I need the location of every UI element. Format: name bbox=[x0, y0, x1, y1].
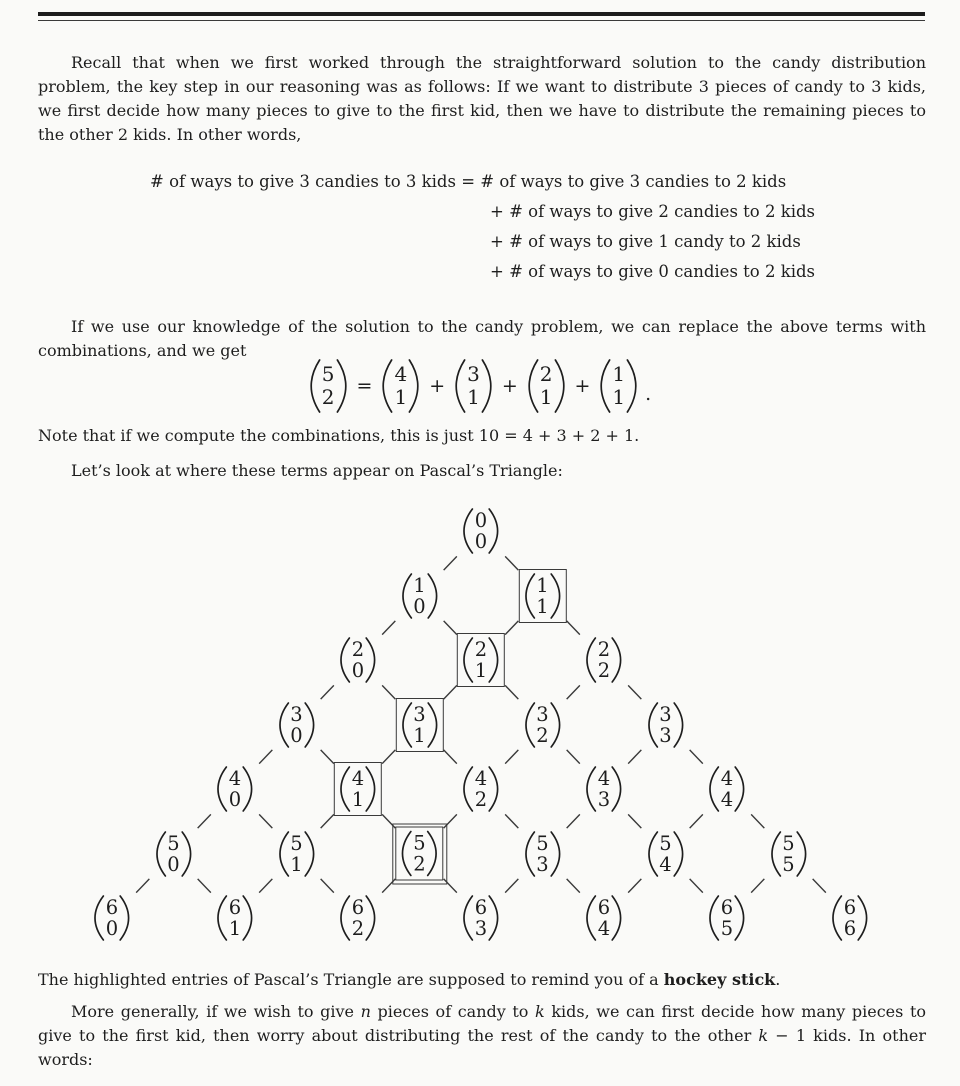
binomial-4-4 bbox=[708, 765, 746, 813]
connector-5-4-to-6-5 bbox=[690, 879, 703, 893]
triangle-entry-1-0 bbox=[400, 572, 438, 620]
connector-2-1-to-3-2 bbox=[505, 685, 518, 699]
triangle-entry-2-0 bbox=[339, 636, 377, 684]
binomial-numbers bbox=[474, 510, 488, 552]
binomial-bottom: 1 bbox=[539, 385, 553, 409]
binomial-numbers bbox=[474, 897, 488, 939]
connector-3-1-to-4-1 bbox=[382, 750, 395, 764]
triangle-entry-4-4 bbox=[708, 765, 746, 813]
binomial-bottom: 1 bbox=[536, 594, 549, 618]
binomial-numbers bbox=[351, 639, 365, 681]
binomial-bottom: 0 bbox=[167, 852, 180, 876]
hockey-text-bold: hockey stick bbox=[663, 970, 776, 989]
connector-4-4-to-5-5 bbox=[751, 814, 764, 828]
left-paren bbox=[585, 765, 597, 813]
binomial-numbers bbox=[289, 833, 303, 875]
binomial-bottom: 4 bbox=[720, 788, 734, 811]
connector-2-2-to-3-2 bbox=[567, 685, 580, 699]
connector-1-0-to-2-0 bbox=[382, 621, 395, 635]
binomial-top: 2 bbox=[597, 638, 611, 661]
right-paren bbox=[181, 830, 193, 878]
right-paren bbox=[611, 894, 623, 942]
triangle-entry-6-0 bbox=[93, 894, 131, 942]
right-paren bbox=[550, 830, 562, 878]
binomial-5-2 bbox=[400, 830, 438, 878]
triangle-entry-3-3 bbox=[646, 701, 684, 749]
binomial-2-2 bbox=[585, 636, 623, 684]
connector-3-0-to-4-1 bbox=[321, 750, 334, 764]
connector-2-1-to-3-1 bbox=[444, 685, 457, 699]
paragraph-text: kids, we can first decide how many pieces to give to the first kid, then worry about distributing the rest of the candy to the other bbox=[38, 1002, 927, 1045]
binomial-bottom: 1 bbox=[467, 385, 480, 409]
left-paren bbox=[216, 894, 228, 942]
connector-5-1-to-6-1 bbox=[259, 879, 272, 893]
binomial-top: 2 bbox=[351, 638, 365, 661]
binomial-bottom: 0 bbox=[290, 723, 303, 747]
binomial-numbers bbox=[658, 833, 672, 875]
paragraph-more-generally bbox=[38, 1000, 926, 1072]
left-paren bbox=[277, 830, 289, 878]
triangle-entry-1-1-highlighted bbox=[518, 569, 566, 623]
binomial-numbers bbox=[597, 768, 611, 810]
triangle-entry-6-6 bbox=[831, 894, 869, 942]
right-paren bbox=[304, 830, 316, 878]
equation-operator: = bbox=[356, 375, 373, 397]
paragraph-text: pieces of candy to bbox=[370, 1002, 536, 1021]
ways-equation-line3: + # of ways to give 1 candy to 2 kids bbox=[490, 232, 801, 251]
binomial-bottom: 2 bbox=[536, 723, 549, 747]
connector-3-3-to-4-4 bbox=[690, 750, 703, 764]
binomial-top: 4 bbox=[394, 362, 408, 386]
triangle-entry-4-1-highlighted bbox=[334, 762, 382, 816]
left-paren bbox=[154, 830, 166, 878]
connector-2-0-to-3-0 bbox=[321, 685, 334, 699]
binomial-numbers bbox=[597, 639, 611, 681]
right-paren bbox=[673, 830, 685, 878]
paragraph-recall: Recall that when we first worked through the straightforward solution to the candy distribution problem, the key step in our reasoning was as follows: If we want to distribute 3 pieces of candy to 3 kids, we first decide how many pieces to give to the first kid, then we have to distribute the remaining pieces to the other 2 kids. In other words, bbox=[38, 53, 926, 144]
triangle-entry-3-1-highlighted bbox=[395, 698, 443, 752]
binomial-3-3 bbox=[646, 701, 684, 749]
connector-2-0-to-3-1 bbox=[382, 685, 395, 699]
left-paren bbox=[646, 830, 658, 878]
triangle-entry-6-5 bbox=[708, 894, 746, 942]
right-paren bbox=[365, 636, 377, 684]
left-paren bbox=[462, 507, 474, 555]
connector-5-5-to-6-5 bbox=[751, 879, 764, 893]
binomial-3-1 bbox=[400, 701, 438, 749]
triangle-entry-5-4 bbox=[646, 830, 684, 878]
binomial-4-2 bbox=[462, 765, 500, 813]
binomial-top: 0 bbox=[474, 509, 488, 532]
right-paren bbox=[242, 894, 254, 942]
highlight-box bbox=[518, 569, 566, 623]
binomial-top: 5 bbox=[536, 831, 549, 855]
right-paren bbox=[611, 765, 623, 813]
binomial-bottom: 3 bbox=[597, 788, 611, 811]
hockey-text-after: . bbox=[775, 970, 781, 989]
right-paren bbox=[488, 894, 500, 942]
right-paren bbox=[550, 701, 562, 749]
binomial-bottom: 3 bbox=[474, 917, 488, 940]
binomial-numbers bbox=[412, 833, 426, 875]
highlight-double-box-inner bbox=[395, 827, 443, 881]
left-paren bbox=[646, 701, 658, 749]
left-paren bbox=[585, 894, 597, 942]
binomial-top: 1 bbox=[536, 573, 549, 597]
binomial-top: 1 bbox=[413, 573, 426, 597]
binomial-top: 5 bbox=[167, 831, 180, 855]
binomial-bottom: 5 bbox=[720, 917, 734, 940]
binomial-top: 6 bbox=[474, 896, 488, 919]
binomial-top: 3 bbox=[536, 702, 549, 726]
binomial-6-3 bbox=[462, 894, 500, 942]
binomial-bottom: 2 bbox=[413, 852, 426, 876]
right-paren bbox=[427, 572, 439, 620]
binomial-0-0 bbox=[462, 507, 500, 555]
connector-1-1-to-2-2 bbox=[567, 621, 580, 635]
binomial-bottom: 1 bbox=[474, 659, 488, 682]
binomial-4-3 bbox=[585, 765, 623, 813]
binomial-top: 3 bbox=[290, 702, 303, 726]
left-paren bbox=[339, 894, 351, 942]
binomial-numbers bbox=[843, 897, 857, 939]
connector-5-0-to-6-0 bbox=[136, 879, 149, 893]
binomial-top: 4 bbox=[228, 767, 242, 790]
right-paren bbox=[365, 765, 377, 813]
ways-equation-line4: + # of ways to give 0 candies to 2 kids bbox=[490, 262, 816, 281]
triangle-entry-5-2-highlighted bbox=[392, 823, 447, 884]
right-paren bbox=[550, 572, 562, 620]
left-paren bbox=[462, 894, 474, 942]
binomial-top: 3 bbox=[659, 702, 672, 726]
binomial-top: 6 bbox=[843, 896, 857, 919]
connector-5-3-to-6-3 bbox=[505, 879, 518, 893]
right-paren bbox=[673, 701, 685, 749]
left-paren bbox=[769, 830, 781, 878]
binomial-6-0 bbox=[93, 894, 131, 942]
lets-look-line: Let’s look at where these terms appear on Pascal’s Triangle: bbox=[71, 461, 563, 480]
paragraph-if-we-use: If we use our knowledge of the solution to the candy problem, we can replace the above terms with combinations, and we get bbox=[38, 317, 926, 360]
highlight-box bbox=[395, 698, 443, 752]
binomial-6-6 bbox=[831, 894, 869, 942]
binomial-bottom: 1 bbox=[290, 852, 303, 876]
binomial-numbers bbox=[228, 768, 242, 810]
right-paren bbox=[242, 765, 254, 813]
connector-3-0-to-4-0 bbox=[259, 750, 272, 764]
binomial-5-0 bbox=[154, 830, 192, 878]
triangle-entry-4-3 bbox=[585, 765, 623, 813]
connector-1-0-to-2-1 bbox=[444, 621, 457, 635]
connector-4-2-to-5-3 bbox=[505, 814, 518, 828]
binomial-bottom: 2 bbox=[474, 788, 488, 811]
binomial-bottom: 1 bbox=[394, 385, 408, 409]
triangle-entry-5-0 bbox=[154, 830, 192, 878]
left-paren bbox=[462, 636, 474, 684]
left-paren bbox=[400, 701, 412, 749]
connector-0-0-to-1-0 bbox=[444, 556, 457, 570]
left-paren bbox=[216, 765, 228, 813]
math-variable: n bbox=[360, 1002, 371, 1021]
ways-equation-line2: + # of ways to give 2 candies to 2 kids bbox=[490, 202, 816, 221]
binomial-numbers bbox=[289, 704, 303, 746]
binomial-numbers bbox=[412, 575, 426, 617]
binomial-top: 4 bbox=[720, 767, 734, 790]
triangle-entry-0-0 bbox=[462, 507, 500, 555]
binomial-top: 4 bbox=[351, 767, 365, 790]
binomial-bottom: 2 bbox=[321, 385, 335, 409]
equation-operator: + bbox=[501, 375, 518, 397]
binomial-top: 2 bbox=[539, 362, 553, 386]
binomial-numbers bbox=[351, 897, 365, 939]
binomial-top: 5 bbox=[413, 831, 426, 855]
binomial-1-0 bbox=[400, 572, 438, 620]
right-paren bbox=[734, 894, 746, 942]
binomial-top: 6 bbox=[597, 896, 611, 919]
right-paren bbox=[119, 894, 131, 942]
note-line: Note that if we compute the combinations, this is just 10 = 4 + 3 + 2 + 1. bbox=[38, 426, 640, 445]
binomial-2-1 bbox=[462, 636, 500, 684]
binomial-4-0 bbox=[216, 765, 254, 813]
binomial-6-2 bbox=[339, 894, 377, 942]
triangle-entry-6-3 bbox=[462, 894, 500, 942]
left-paren bbox=[523, 830, 535, 878]
left-paren bbox=[400, 830, 412, 878]
binomial-top: 3 bbox=[467, 362, 480, 386]
binomial-bottom: 4 bbox=[659, 852, 672, 876]
binomial-numbers bbox=[597, 897, 611, 939]
binomial-numbers bbox=[166, 833, 180, 875]
equation-operator: + bbox=[429, 375, 446, 397]
connector-4-1-to-5-1 bbox=[321, 814, 334, 828]
connector-4-4-to-5-4 bbox=[690, 814, 703, 828]
binomial-bottom: 1 bbox=[228, 917, 242, 940]
binomial-bottom: 0 bbox=[413, 594, 426, 618]
highlight-double-box-outer bbox=[392, 823, 447, 884]
triangle-entry-5-5 bbox=[769, 830, 807, 878]
equation-period: . bbox=[645, 383, 652, 405]
connector-5-5-to-6-6 bbox=[813, 879, 826, 893]
left-paren bbox=[585, 636, 597, 684]
left-paren bbox=[462, 765, 474, 813]
hockey-text-before: The highlighted entries of Pascal’s Triangle are supposed to remind you of a bbox=[38, 970, 664, 989]
paragraph-text: More generally, if we wish to give bbox=[71, 1002, 361, 1021]
binomial-bottom: 2 bbox=[351, 917, 365, 940]
right-paren bbox=[427, 830, 439, 878]
connector-3-2-to-4-2 bbox=[505, 750, 518, 764]
left-paren bbox=[523, 572, 535, 620]
binomial-3-0 bbox=[277, 701, 315, 749]
binomial-5-5 bbox=[769, 830, 807, 878]
highlight-box bbox=[334, 762, 382, 816]
binomial-numbers bbox=[720, 897, 734, 939]
connector-4-3-to-5-4 bbox=[628, 814, 641, 828]
binomial-6-5 bbox=[708, 894, 746, 942]
right-paren bbox=[365, 894, 377, 942]
binomial-6-4 bbox=[585, 894, 623, 942]
binomial-numbers bbox=[228, 897, 242, 939]
binomial-bottom: 0 bbox=[474, 530, 488, 553]
binomial-bottom: 4 bbox=[597, 917, 611, 940]
connector-3-3-to-4-3 bbox=[628, 750, 641, 764]
right-paren bbox=[427, 701, 439, 749]
left-paren bbox=[708, 894, 720, 942]
binomial-top: 5 bbox=[290, 831, 303, 855]
left-paren bbox=[400, 572, 412, 620]
left-paren bbox=[708, 765, 720, 813]
math-variable: k bbox=[758, 1026, 769, 1045]
binomial-bottom: 0 bbox=[105, 917, 119, 940]
connector-4-0-to-5-1 bbox=[259, 814, 272, 828]
binomial-top: 3 bbox=[413, 702, 426, 726]
triangle-entry-4-0 bbox=[216, 765, 254, 813]
binomial-top: 1 bbox=[612, 362, 626, 386]
binomial-top: 6 bbox=[351, 896, 365, 919]
binomial-4-1 bbox=[339, 765, 377, 813]
binomial-numbers bbox=[535, 575, 549, 617]
binomial-1-1 bbox=[523, 572, 561, 620]
binomial-top: 6 bbox=[720, 896, 734, 919]
connector-2-2-to-3-3 bbox=[628, 685, 641, 699]
highlight-box bbox=[457, 633, 505, 687]
binomial-top: 5 bbox=[321, 362, 335, 386]
binomial-bottom: 1 bbox=[612, 385, 626, 409]
triangle-entry-6-1 bbox=[216, 894, 254, 942]
binomial-bottom: 3 bbox=[659, 723, 672, 747]
binomial-3-2 bbox=[523, 701, 561, 749]
binomial-bottom: 1 bbox=[413, 723, 426, 747]
left-paren bbox=[523, 701, 535, 749]
left-paren bbox=[339, 636, 351, 684]
connector-1-1-to-2-1 bbox=[505, 621, 518, 635]
connector-5-1-to-6-2 bbox=[321, 879, 334, 893]
binomial-top: 4 bbox=[474, 767, 488, 790]
right-paren bbox=[304, 701, 316, 749]
binomial-bottom: 3 bbox=[536, 852, 549, 876]
ways-equation-line1: # of ways to give 3 candies to 3 kids = # of ways to give 3 candies to 2 kids bbox=[150, 172, 787, 191]
binomial-bottom: 6 bbox=[843, 917, 857, 940]
triangle-entry-2-1-highlighted bbox=[457, 633, 505, 687]
connector-4-3-to-5-3 bbox=[567, 814, 580, 828]
left-paren bbox=[831, 894, 843, 942]
connector-5-4-to-6-4 bbox=[628, 879, 641, 893]
binomial-bottom: 2 bbox=[597, 659, 611, 682]
binomial-numbers bbox=[474, 768, 488, 810]
binomial-top: 4 bbox=[597, 767, 611, 790]
left-paren bbox=[339, 765, 351, 813]
triangle-entry-2-2 bbox=[585, 636, 623, 684]
connector-0-0-to-1-1 bbox=[505, 556, 518, 570]
right-paren bbox=[488, 765, 500, 813]
binomial-top: 5 bbox=[659, 831, 672, 855]
equation-operator: + bbox=[574, 375, 591, 397]
right-paren bbox=[488, 507, 500, 555]
binomial-numbers bbox=[658, 704, 672, 746]
triangle-entry-4-2 bbox=[462, 765, 500, 813]
binomial-numbers bbox=[474, 639, 488, 681]
binomial-numbers bbox=[351, 768, 365, 810]
triangle-entry-6-2 bbox=[339, 894, 377, 942]
binomial-bottom: 0 bbox=[228, 788, 242, 811]
triangle-entry-5-3 bbox=[523, 830, 561, 878]
right-paren bbox=[734, 765, 746, 813]
binomial-top: 2 bbox=[474, 638, 488, 661]
binomial-numbers bbox=[781, 833, 795, 875]
binomial-top: 6 bbox=[228, 896, 242, 919]
binomial-bottom: 0 bbox=[351, 659, 365, 682]
triangle-entry-3-2 bbox=[523, 701, 561, 749]
paragraph-text: − 1 kids. In other words: bbox=[38, 1026, 926, 1069]
binomial-numbers bbox=[105, 897, 119, 939]
binomial-5-1 bbox=[277, 830, 315, 878]
connector-3-2-to-4-3 bbox=[567, 750, 580, 764]
binomial-top: 6 bbox=[105, 896, 119, 919]
binomial-numbers bbox=[412, 704, 426, 746]
binomial-numbers bbox=[535, 833, 549, 875]
binomial-bottom: 1 bbox=[351, 788, 365, 811]
connector-4-0-to-5-0 bbox=[198, 814, 211, 828]
binomial-numbers bbox=[535, 704, 549, 746]
left-paren bbox=[277, 701, 289, 749]
right-paren bbox=[488, 636, 500, 684]
binomial-2-0 bbox=[339, 636, 377, 684]
binomial-numbers bbox=[720, 768, 734, 810]
hockey-stick-line bbox=[38, 968, 926, 992]
right-paren bbox=[611, 636, 623, 684]
connector-5-3-to-6-4 bbox=[567, 879, 580, 893]
triangle-entry-5-1 bbox=[277, 830, 315, 878]
right-paren bbox=[857, 894, 869, 942]
connector-5-0-to-6-1 bbox=[198, 879, 211, 893]
connector-3-1-to-4-2 bbox=[444, 750, 457, 764]
binomial-5-3 bbox=[523, 830, 561, 878]
binomial-5-4 bbox=[646, 830, 684, 878]
binomial-top: 5 bbox=[782, 831, 795, 855]
triangle-entry-6-4 bbox=[585, 894, 623, 942]
right-paren bbox=[796, 830, 808, 878]
left-paren bbox=[93, 894, 105, 942]
binomial-6-1 bbox=[216, 894, 254, 942]
binomial-bottom: 5 bbox=[782, 852, 795, 876]
math-variable: k bbox=[535, 1002, 545, 1021]
triangle-entry-3-0 bbox=[277, 701, 315, 749]
